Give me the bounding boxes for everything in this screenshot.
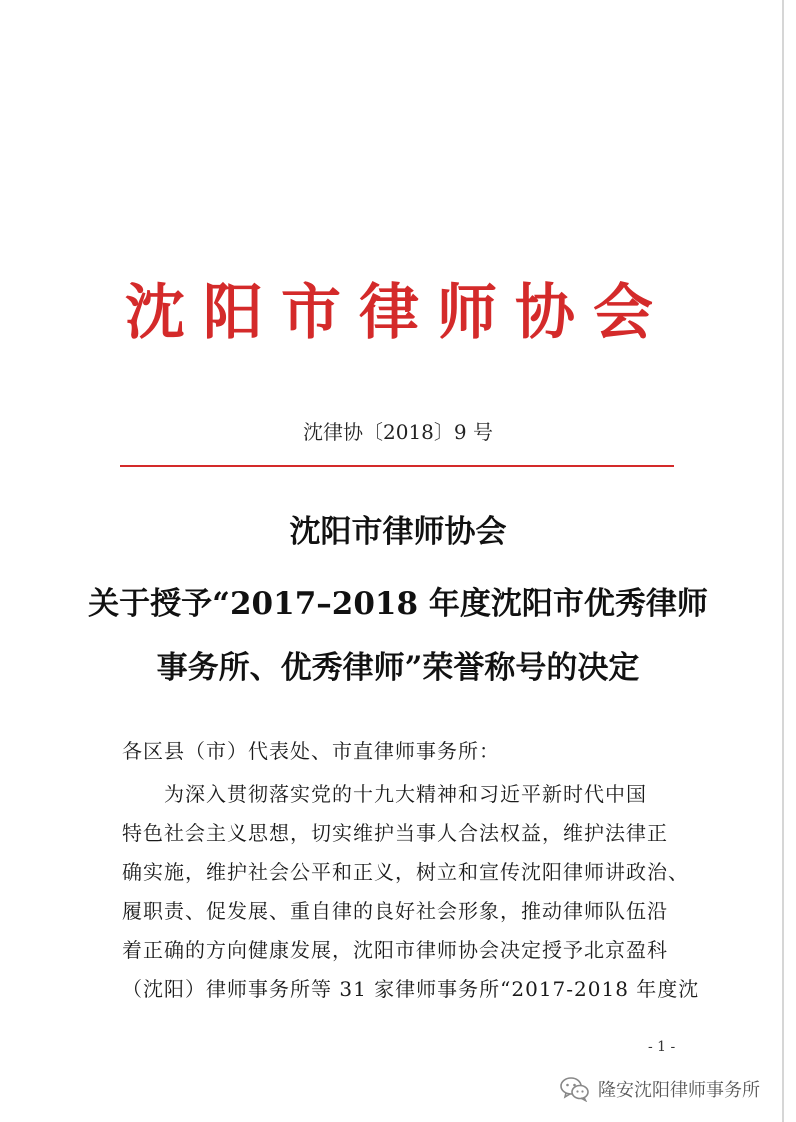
- addressee: 各区县（市）代表处、市直律师事务所：: [122, 739, 500, 763]
- title-line-2: 关于授予“2017–2018 年度沈阳市优秀律师: [88, 586, 708, 622]
- page-number: - 1 -: [648, 1039, 676, 1055]
- title-line-1: 沈阳市律师协会: [289, 514, 507, 550]
- watermark: [560, 1074, 760, 1104]
- body-line: 着正确的方向健康发展，沈阳市律师协会决定授予北京盈科: [122, 938, 668, 962]
- body-line: 为深入贯彻落实党的十九大精神和习近平新时代中国: [122, 782, 647, 806]
- body-line: 特色社会主义思想，切实维护当事人合法权益，维护法律正: [122, 821, 668, 845]
- masthead-org-name: 沈阳市律师协会: [125, 278, 671, 348]
- body-line: 确实施，维护社会公平和正义，树立和宣传沈阳律师讲政治、: [122, 860, 689, 884]
- title-line-3: 事务所、优秀律师”荣誉称号的决定: [156, 650, 640, 686]
- document-number: 沈律协〔2018〕9 号: [303, 420, 493, 444]
- body-line: 履职责、促发展、重自律的良好社会形象，推动律师队伍沿: [122, 899, 668, 923]
- red-divider: [120, 465, 674, 467]
- wechat-icon: [560, 1076, 590, 1102]
- watermark-text: 隆安沈阳律师事务所: [598, 1080, 760, 1101]
- body-line: （沈阳）律师事务所等 31 家律师事务所“2017-2018 年度沈: [122, 977, 700, 1001]
- page-edge: [782, 0, 784, 1122]
